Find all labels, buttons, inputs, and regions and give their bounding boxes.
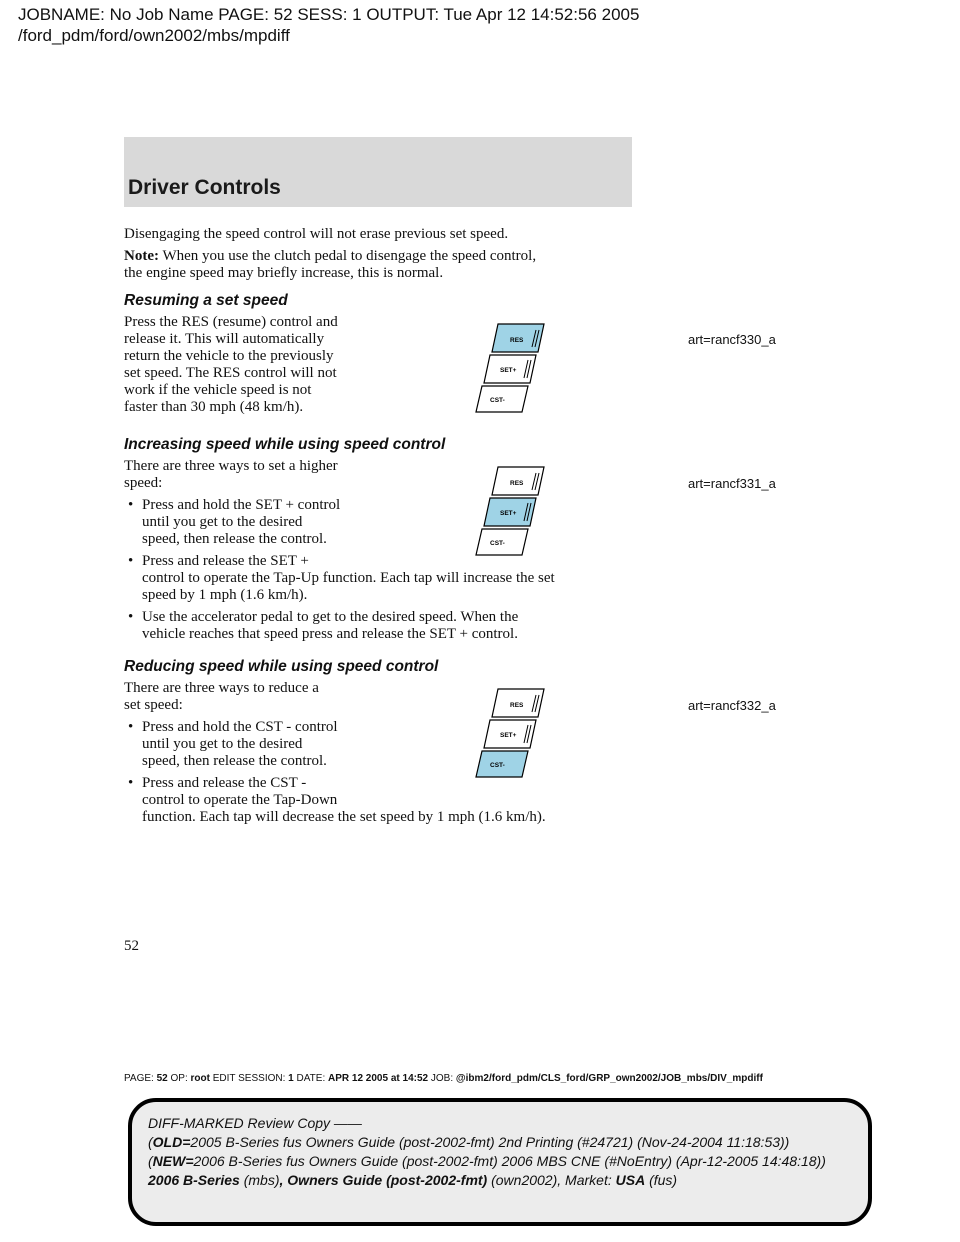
footer-op: root: [190, 1073, 210, 1084]
diff-new-line: (NEW=2006 B-Series fus Owners Guide (post-2002-fmt) 2006 MBS CNE (#NoEntry) (Apr-12-2005 14:48:18)): [148, 1153, 826, 1169]
footer-date: APR 12 2005 at 14:52: [328, 1073, 429, 1084]
footer-page: 52: [156, 1073, 168, 1084]
bullet-line: control to operate the Tap-Up function. Each tap will increase the set: [142, 570, 555, 586]
diff-old-line: (OLD=2005 B-Series fus Owners Guide (post-2002-fmt) 2nd Printing (#24721) (Nov-24-2004 11:18:53)): [148, 1134, 790, 1150]
diff-guide-code: (own2002): [487, 1172, 558, 1188]
set-label: SET+: [500, 732, 517, 739]
diff-product-line: [148, 1171, 677, 1190]
diff-new-label: NEW=: [152, 1153, 194, 1169]
reduce-intro-line2: set speed:: [124, 697, 183, 713]
increase-heading: Increasing speed while using speed control: [124, 436, 446, 453]
bullet-mark: •: [128, 609, 134, 625]
section-title: Driver Controls: [128, 176, 281, 199]
footer-op-label: OP:: [170, 1073, 188, 1084]
footer-job: @ibm2/ford_pdm/CLS_ford/GRP_own2002/JOB_mbs/DIV_mpdiff: [455, 1073, 763, 1084]
print-footer: [124, 1073, 763, 1084]
resume-line: work if the vehicle speed is not: [124, 382, 312, 398]
note-paragraph: [124, 248, 536, 282]
resume-line: set speed. The RES control will not: [124, 365, 337, 381]
res-label: RES: [510, 480, 524, 487]
diff-guide-name: , Owners Guide (post-2002-fmt): [279, 1172, 488, 1188]
diff-new-text: 2006 B-Series fus Owners Guide (post-2002-fmt) 2006 MBS CNE (#NoEntry) (Apr-12-2005 14:48:18)): [193, 1153, 826, 1169]
speed-control-switch-illustration-3: [472, 687, 552, 779]
job-header-line1: JOBNAME: No Job Name PAGE: 52 SESS: 1 OUTPUT: Tue Apr 12 14:52:56 2005: [18, 5, 640, 24]
reduce-intro-line1: There are three ways to reduce a: [124, 680, 319, 696]
increase-intro-line2: speed:: [124, 475, 163, 491]
bullet-line: vehicle reaches that speed press and release the SET + control.: [142, 626, 518, 642]
resume-paragraph: [124, 314, 338, 416]
art-label-330: art=rancf330_a: [688, 332, 776, 347]
bullet-mark: •: [128, 775, 134, 791]
diff-market: USA: [615, 1172, 646, 1188]
footer-date-label: DATE:: [296, 1073, 326, 1084]
diff-review-box: [128, 1098, 872, 1226]
bullet-mark: •: [128, 553, 134, 569]
resume-line: Press the RES (resume) control and: [124, 314, 338, 330]
bullet-line: control to operate the Tap-Down: [142, 792, 338, 808]
increase-intro: [124, 458, 338, 492]
res-label: RES: [510, 702, 524, 709]
bullet-line: Press and hold the SET + control: [142, 497, 341, 513]
increase-bullet-3: [128, 609, 519, 643]
footer-job-label: JOB:: [430, 1073, 454, 1084]
art-label-332: art=rancf332_a: [688, 698, 776, 713]
increase-bullet-1: [128, 497, 341, 548]
speed-control-switch-illustration-1: [472, 322, 552, 414]
bullet-line: until you get to the desired: [142, 736, 303, 752]
job-header: [18, 4, 639, 46]
set-label: SET+: [500, 367, 517, 374]
bullet-mark: •: [128, 497, 134, 513]
diff-old-label: OLD=: [152, 1134, 191, 1150]
bullet-line: function. Each tap will decrease the set speed by 1 mph (1.6 km/h).: [142, 809, 546, 825]
reduce-heading: Reducing speed while using speed control: [124, 658, 439, 675]
art-label-331: art=rancf331_a: [688, 476, 776, 491]
bullet-line: speed, then release the control.: [142, 753, 327, 769]
speed-control-switch-illustration-2: [472, 465, 552, 557]
intro-text: Disengaging the speed control will not erase previous set speed.: [124, 226, 509, 242]
diff-product-name: 2006 B-Series: [148, 1172, 240, 1188]
cst-label: CST-: [490, 397, 505, 404]
bullet-line: Press and release the CST -: [142, 775, 307, 791]
note-line1: When you use the clutch pedal to disengage the speed control,: [162, 248, 537, 264]
bullet-line: until you get to the desired: [142, 514, 303, 530]
resume-line: return the vehicle to the previously: [124, 348, 334, 364]
diff-title: DIFF-MARKED Review Copy ——: [148, 1115, 362, 1131]
increase-intro-line1: There are three ways to set a higher: [124, 458, 338, 474]
increase-bullet-2: [128, 553, 555, 604]
diff-market-code: (fus): [645, 1172, 678, 1188]
bullet-mark: •: [128, 719, 134, 735]
resume-line: faster than 30 mph (48 km/h).: [124, 399, 304, 415]
resume-line: release it. This will automatically: [124, 331, 325, 347]
note-label: Note:: [124, 248, 159, 264]
reduce-bullet-2: [128, 775, 546, 826]
page-number: 52: [124, 938, 139, 954]
bullet-line: speed, then release the control.: [142, 531, 327, 547]
reduce-bullet-1: [128, 719, 338, 770]
footer-session: 1: [288, 1073, 294, 1084]
bullet-line: speed by 1 mph (1.6 km/h).: [142, 587, 308, 603]
resume-heading: Resuming a set speed: [124, 292, 288, 309]
res-label: RES: [510, 337, 524, 344]
job-header-line2: /ford_pdm/ford/own2002/mbs/mpdiff: [18, 26, 290, 45]
bullet-line: Use the accelerator pedal to get to the desired speed. When the: [142, 609, 519, 625]
diff-product-code: (mbs): [239, 1172, 280, 1188]
footer-page-label: PAGE:: [124, 1073, 154, 1084]
footer-session-label: EDIT SESSION:: [212, 1073, 286, 1084]
reduce-intro: [124, 680, 319, 714]
diff-market-label: , Market:: [557, 1172, 616, 1188]
cst-label: CST-: [490, 540, 505, 547]
bullet-line: Press and release the SET +: [142, 553, 309, 569]
bullet-line: Press and hold the CST - control: [142, 719, 338, 735]
diff-old-text: 2005 B-Series fus Owners Guide (post-2002-fmt) 2nd Printing (#24721) (Nov-24-2004 11:18:53)): [190, 1134, 790, 1150]
set-label: SET+: [500, 510, 517, 517]
cst-label: CST-: [490, 762, 505, 769]
note-line2: the engine speed may briefly increase, this is normal.: [124, 265, 444, 281]
